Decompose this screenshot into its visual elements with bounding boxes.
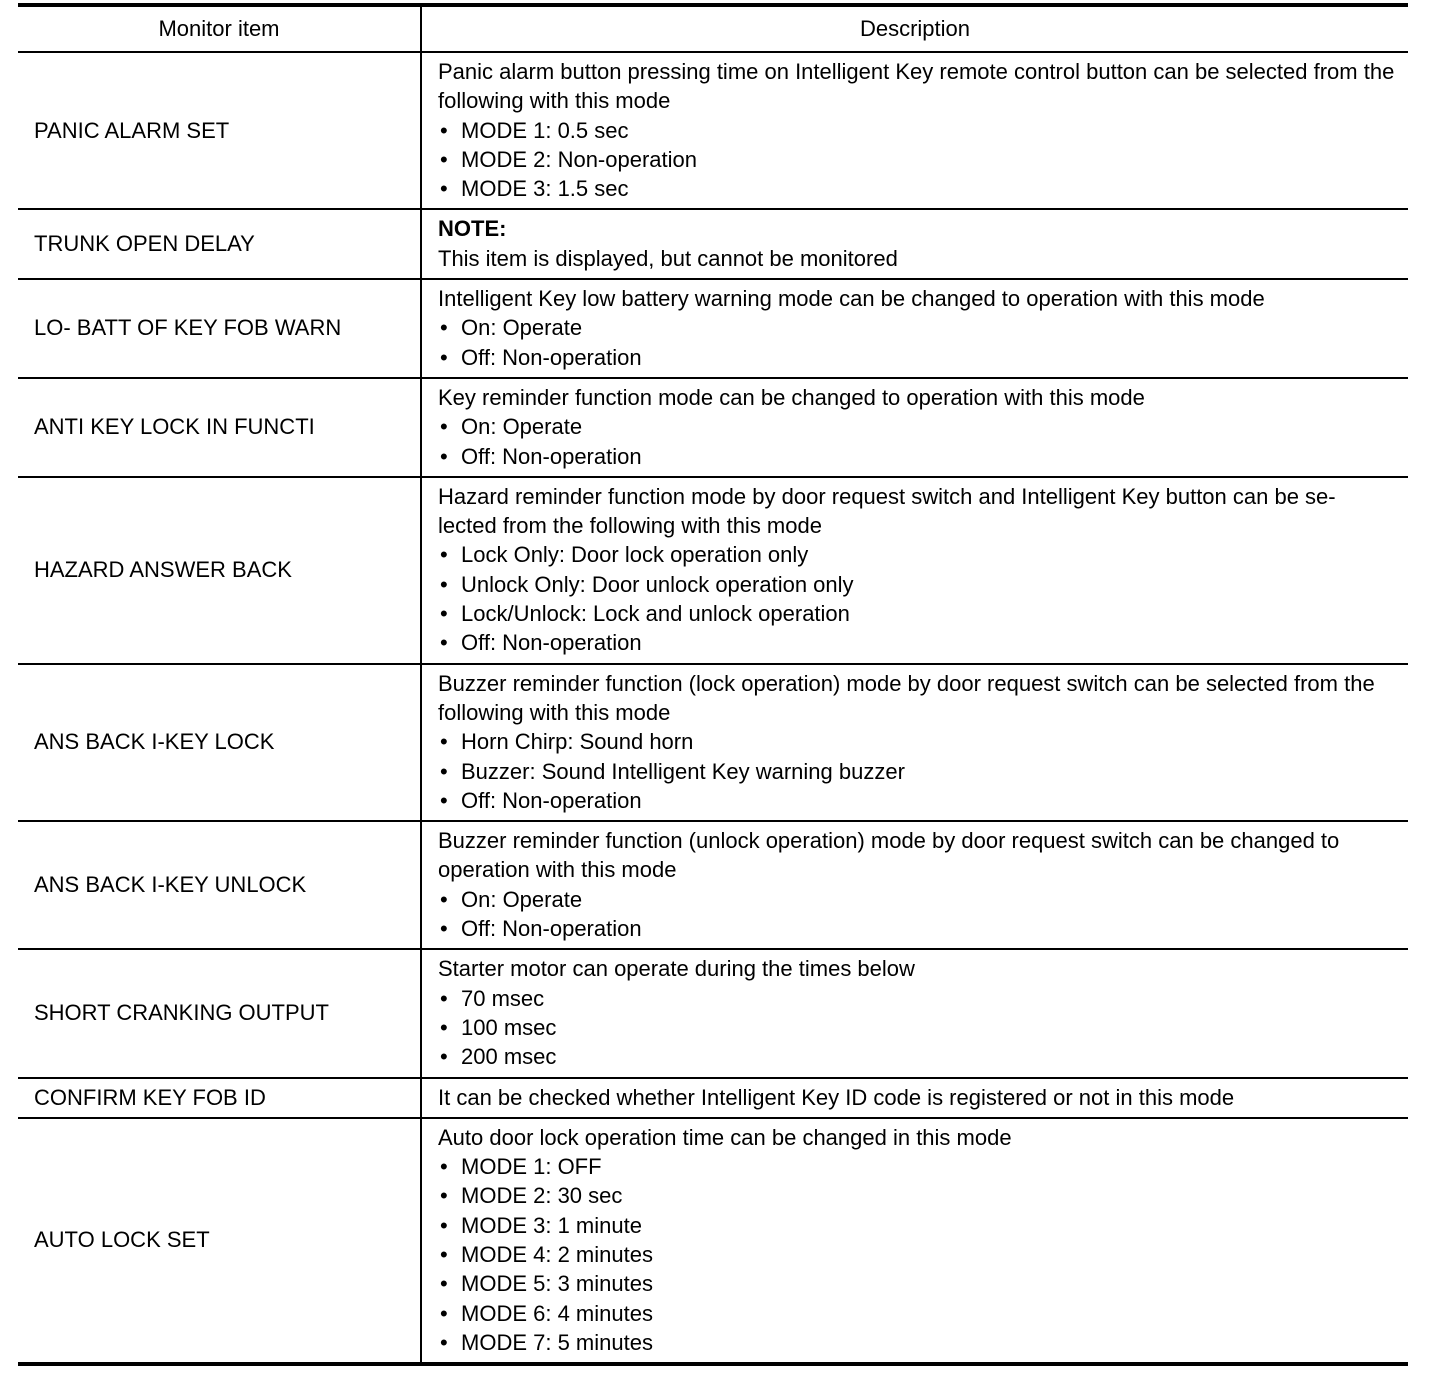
description-text: Intelligent Key low battery warning mode can be changed to operation with this mode <box>438 286 1265 312</box>
header-row <box>18 5 1408 52</box>
option-item: • On: Operate <box>438 313 1398 342</box>
table-row <box>18 949 1408 1077</box>
monitor-item-cell: ANS BACK I-KEY LOCK <box>18 664 421 821</box>
header-monitor-item: Monitor item <box>18 5 421 52</box>
description-text: Panic alarm button pressing time on Intelligent Key remote control button can be selected from the following with this mode <box>438 59 1395 114</box>
option-item: • MODE 7: 5 minutes <box>438 1328 1398 1357</box>
option-item: • MODE 3: 1.5 sec <box>438 174 1398 203</box>
option-item: • MODE 1: 0.5 sec <box>438 116 1398 145</box>
monitor-item-cell: TRUNK OPEN DELAY <box>18 209 421 279</box>
table-row <box>18 209 1408 279</box>
note-label: NOTE: <box>438 216 507 242</box>
option-list <box>438 412 1398 471</box>
description-cell <box>421 1118 1408 1364</box>
table-row <box>18 1078 1408 1118</box>
table-row <box>18 664 1408 821</box>
description-text: This item is displayed, but cannot be monitored <box>438 245 898 271</box>
description-text: Auto door lock operation time can be changed in this mode <box>438 1124 1012 1150</box>
option-item: • MODE 2: Non-operation <box>438 145 1398 174</box>
option-item: • Off: Non-operation <box>438 786 1398 815</box>
description-text: Starter motor can operate during the times below <box>438 956 915 982</box>
option-list <box>438 885 1398 944</box>
table-body <box>18 52 1408 1364</box>
option-item: • Off: Non-operation <box>438 442 1398 471</box>
monitor-item-table <box>18 3 1408 1366</box>
option-item: • On: Operate <box>438 412 1398 441</box>
table-row <box>18 52 1408 209</box>
option-item: • Lock/Unlock: Lock and unlock operation <box>438 599 1398 628</box>
option-item: • MODE 6: 4 minutes <box>438 1299 1398 1328</box>
monitor-item-cell: ANS BACK I-KEY UNLOCK <box>18 821 421 949</box>
option-item: • Buzzer: Sound Intelligent Key warning buzzer <box>438 757 1398 786</box>
option-item: • MODE 2: 30 sec <box>438 1181 1398 1210</box>
option-item: • Off: Non-operation <box>438 343 1398 372</box>
monitor-item-cell: HAZARD ANSWER BACK <box>18 477 421 664</box>
description-cell <box>421 664 1408 821</box>
monitor-item-cell: SHORT CRANKING OUTPUT <box>18 949 421 1077</box>
option-item: • On: Operate <box>438 885 1398 914</box>
option-item: • MODE 1: OFF <box>438 1152 1398 1181</box>
description-cell <box>421 949 1408 1077</box>
monitor-item-cell: LO- BATT OF KEY FOB WARN <box>18 279 421 378</box>
description-text: Key reminder function mode can be changed to operation with this mode <box>438 384 1145 410</box>
option-item: • 70 msec <box>438 984 1398 1013</box>
option-item: • 200 msec <box>438 1042 1398 1071</box>
option-list <box>438 727 1398 815</box>
description-cell <box>421 1078 1408 1118</box>
option-item: • Unlock Only: Door unlock operation only <box>438 570 1398 599</box>
description-text: Buzzer reminder function (unlock operation) mode by door request switch can be changed to operation with this mode <box>438 828 1340 883</box>
option-list <box>438 313 1398 372</box>
option-item: • Horn Chirp: Sound horn <box>438 727 1398 756</box>
option-item: • Off: Non-operation <box>438 914 1398 943</box>
option-list <box>438 1152 1398 1357</box>
description-cell <box>421 209 1408 279</box>
description-cell <box>421 378 1408 477</box>
option-item: • MODE 4: 2 minutes <box>438 1240 1398 1269</box>
option-list <box>438 540 1398 657</box>
table-row <box>18 279 1408 378</box>
option-item: • MODE 5: 3 minutes <box>438 1269 1398 1298</box>
table-row <box>18 378 1408 477</box>
description-cell <box>421 821 1408 949</box>
monitor-item-cell: AUTO LOCK SET <box>18 1118 421 1364</box>
table-row <box>18 1118 1408 1364</box>
monitor-item-cell: PANIC ALARM SET <box>18 52 421 209</box>
description-cell <box>421 52 1408 209</box>
option-item: • Off: Non-operation <box>438 628 1398 657</box>
option-list <box>438 116 1398 204</box>
header-description: Description <box>421 5 1408 52</box>
option-item: • 100 msec <box>438 1013 1398 1042</box>
description-text: It can be checked whether Intelligent Key ID code is registered or not in this mode <box>438 1084 1235 1110</box>
option-item: • Lock Only: Door lock operation only <box>438 540 1398 569</box>
option-item: • MODE 3: 1 minute <box>438 1211 1398 1240</box>
description-cell <box>421 477 1408 664</box>
description-cell <box>421 279 1408 378</box>
option-list <box>438 984 1398 1072</box>
monitor-item-cell: CONFIRM KEY FOB ID <box>18 1078 421 1118</box>
monitor-item-cell: ANTI KEY LOCK IN FUNCTI <box>18 378 421 477</box>
description-text: Hazard reminder function mode by door request switch and Intelligent Key button can be se- lected from the following with this mode <box>438 483 1336 539</box>
description-text: Buzzer reminder function (lock operation) mode by door request switch can be selected from the following with this mode <box>438 670 1375 725</box>
table-row <box>18 821 1408 949</box>
table-row <box>18 477 1408 664</box>
